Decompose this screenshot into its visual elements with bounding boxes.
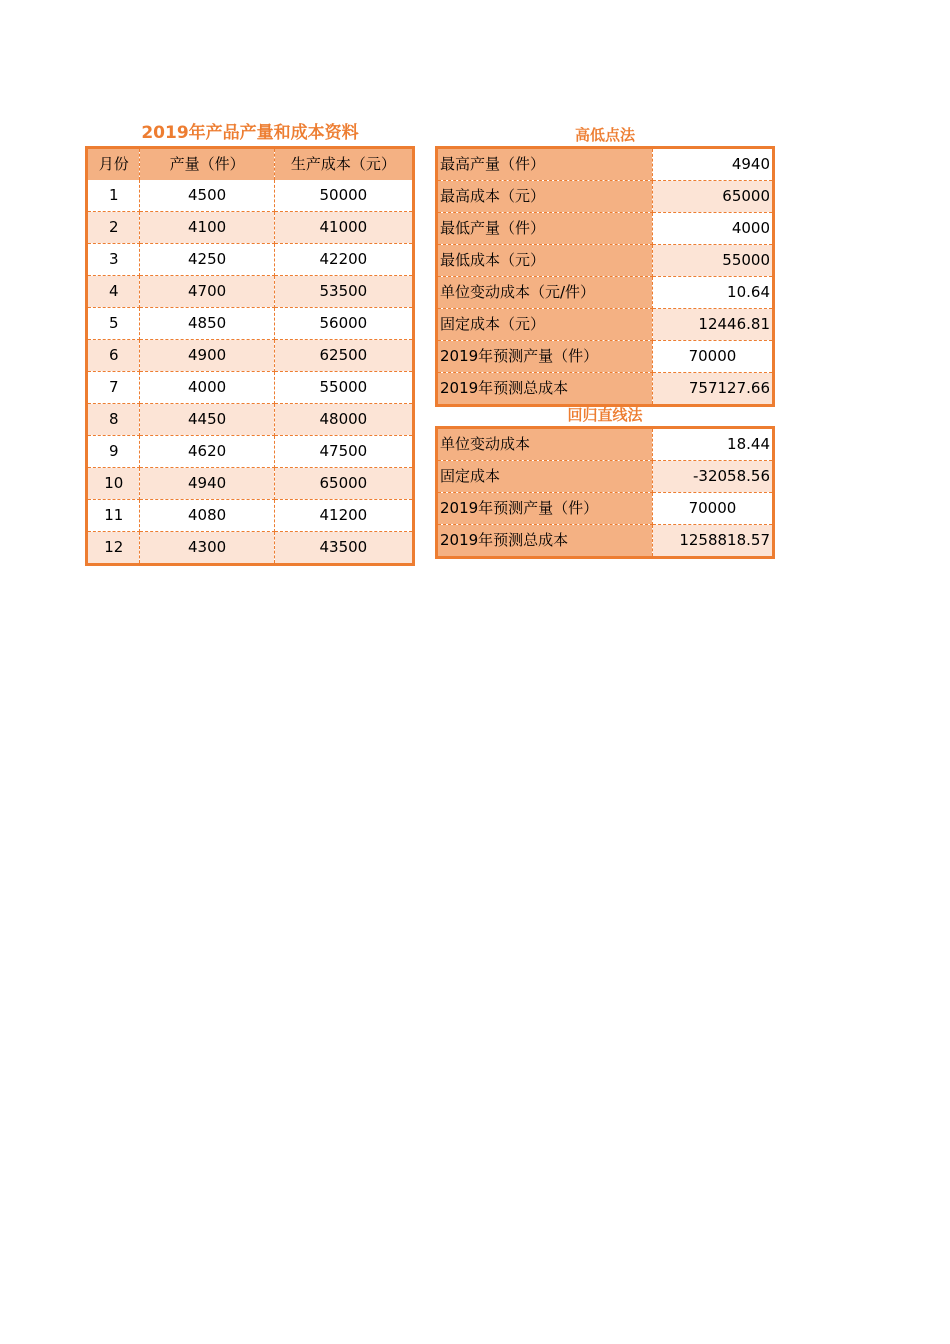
table-row <box>437 181 774 213</box>
regression-table <box>435 426 775 559</box>
cost-cell: 55000 <box>274 372 413 404</box>
output-cell: 4000 <box>140 372 274 404</box>
output-cell: 4850 <box>140 308 274 340</box>
output-cell: 4300 <box>140 532 274 565</box>
month-cell: 7 <box>87 372 140 404</box>
month-cell: 10 <box>87 468 140 500</box>
max-cost-value: 65000 <box>652 181 773 213</box>
forecast-total-cost-label: 2019年预测总成本 <box>437 525 653 558</box>
cost-cell: 47500 <box>274 436 413 468</box>
output-cell: 4940 <box>140 468 274 500</box>
cost-cell: 53500 <box>274 276 413 308</box>
output-cell: 4450 <box>140 404 274 436</box>
cost-header: 生产成本（元） <box>274 148 413 181</box>
forecast-output-value: 70000 <box>652 341 773 373</box>
production-cost-table <box>85 146 415 566</box>
month-cell: 8 <box>87 404 140 436</box>
forecast-total-cost-value: 757127.66 <box>652 373 773 406</box>
min-output-label: 最低产量（件） <box>437 213 653 245</box>
output-cell: 4100 <box>140 212 274 244</box>
table-row <box>87 532 414 565</box>
table-row <box>437 525 774 558</box>
table-row <box>437 213 774 245</box>
min-cost-value: 55000 <box>652 245 773 277</box>
regression-method-title: 回归直线法 <box>567 406 643 424</box>
table-row <box>87 372 414 404</box>
month-cell: 3 <box>87 244 140 276</box>
max-cost-label: 最高成本（元） <box>437 181 653 213</box>
cost-cell: 41000 <box>274 212 413 244</box>
output-header: 产量（件） <box>140 148 274 181</box>
month-cell: 6 <box>87 340 140 372</box>
table-row <box>437 309 774 341</box>
output-cell: 4500 <box>140 180 274 212</box>
table-row <box>437 148 774 181</box>
fixed-cost-value: 12446.81 <box>652 309 773 341</box>
table-row <box>437 245 774 277</box>
cost-cell: 41200 <box>274 500 413 532</box>
table-row <box>437 493 774 525</box>
cost-cell: 43500 <box>274 532 413 565</box>
forecast-output-label: 2019年预测产量（件） <box>437 341 653 373</box>
max-output-value: 4940 <box>652 148 773 181</box>
table-header-row <box>87 148 414 181</box>
table-row <box>87 340 414 372</box>
forecast-total-cost-label: 2019年预测总成本 <box>437 373 653 406</box>
output-cell: 4620 <box>140 436 274 468</box>
unit-variable-cost-label: 单位变动成本（元/件） <box>437 277 653 309</box>
table-row <box>87 404 414 436</box>
output-cell: 4900 <box>140 340 274 372</box>
min-cost-label: 最低成本（元） <box>437 245 653 277</box>
table-row <box>87 500 414 532</box>
output-cell: 4080 <box>140 500 274 532</box>
table-row <box>87 180 414 212</box>
table-row <box>437 373 774 406</box>
cost-cell: 42200 <box>274 244 413 276</box>
cost-cell: 65000 <box>274 468 413 500</box>
unit-variable-cost-label: 单位变动成本 <box>437 428 653 461</box>
table-row <box>87 436 414 468</box>
cost-cell: 48000 <box>274 404 413 436</box>
output-cell: 4250 <box>140 244 274 276</box>
table-row <box>87 212 414 244</box>
month-cell: 1 <box>87 180 140 212</box>
high-low-table <box>435 146 775 407</box>
cost-cell: 62500 <box>274 340 413 372</box>
unit-variable-cost-value: 18.44 <box>652 428 773 461</box>
month-cell: 11 <box>87 500 140 532</box>
forecast-output-label: 2019年预测产量（件） <box>437 493 653 525</box>
table-row <box>437 461 774 493</box>
forecast-total-cost-value: 1258818.57 <box>652 525 773 558</box>
output-cell: 4700 <box>140 276 274 308</box>
high-low-method-title: 高低点法 <box>574 126 635 144</box>
fixed-cost-value: -32058.56 <box>652 461 773 493</box>
max-output-label: 最高产量（件） <box>437 148 653 181</box>
month-cell: 2 <box>87 212 140 244</box>
month-header: 月份 <box>87 148 140 181</box>
cost-cell: 56000 <box>274 308 413 340</box>
month-cell: 5 <box>87 308 140 340</box>
production-cost-title: 2019年产品产量和成本资料 <box>141 123 359 143</box>
unit-variable-cost-value: 10.64 <box>652 277 773 309</box>
month-cell: 12 <box>87 532 140 565</box>
forecast-output-value: 70000 <box>652 493 773 525</box>
table-row <box>87 244 414 276</box>
table-row <box>87 308 414 340</box>
table-row <box>437 277 774 309</box>
month-cell: 4 <box>87 276 140 308</box>
min-output-value: 4000 <box>652 213 773 245</box>
fixed-cost-label: 固定成本（元） <box>437 309 653 341</box>
table-row <box>437 341 774 373</box>
table-row <box>87 276 414 308</box>
fixed-cost-label: 固定成本 <box>437 461 653 493</box>
month-cell: 9 <box>87 436 140 468</box>
cost-cell: 50000 <box>274 180 413 212</box>
table-row <box>87 468 414 500</box>
table-row <box>437 428 774 461</box>
